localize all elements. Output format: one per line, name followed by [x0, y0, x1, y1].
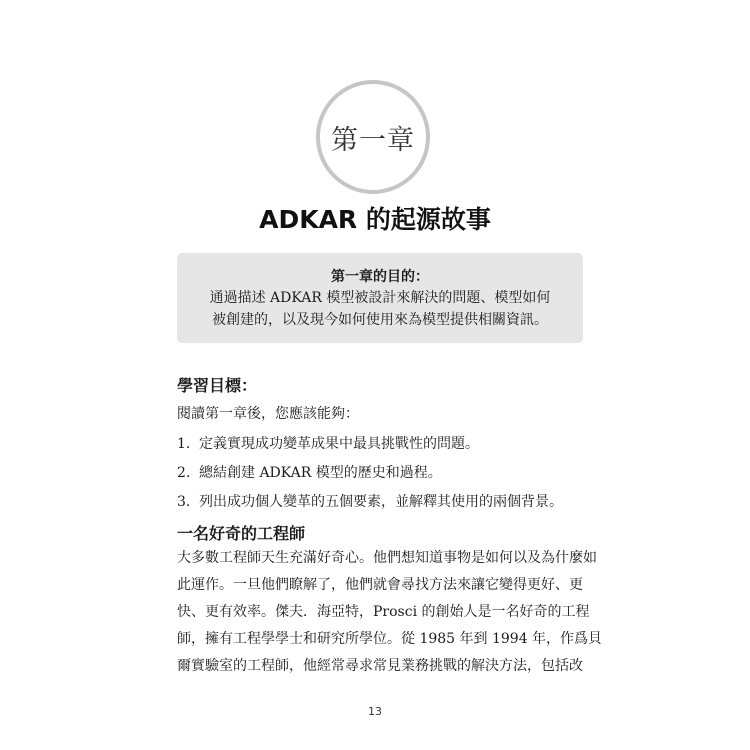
purpose-line: 通過描述 ADKAR 模型被設計來解決的問題、模型如何	[209, 290, 551, 306]
section-heading: 一名好奇的工程師	[177, 524, 306, 543]
body-paragraph	[177, 548, 603, 683]
learning-objectives-intro: 閱讀第一章後，您應該能夠：	[177, 406, 359, 422]
body-line: 快、更有效率。傑夫．海亞特，Prosci 的創始人是一名好奇的工程	[177, 604, 590, 620]
objective-text: 總結創建 ADKAR 模型的歷史和過程。	[199, 465, 442, 481]
chapter-label: 第一章	[331, 124, 415, 156]
body-line: 師，擁有工程學學士和研究所學位。從 1985 年到 1994 年，作爲貝	[177, 631, 603, 647]
learning-objectives-heading: 學習目標：	[177, 376, 258, 395]
objective-text: 列出成功個人變革的五個要素，並解釋其使用的兩個背景。	[199, 494, 563, 510]
objective-text: 定義實現成功變革成果中最具挑戰性的問題。	[199, 436, 479, 452]
purpose-line: 被創建的，以及現今如何使用來為模型提供相關資訊。	[212, 312, 548, 328]
objective-number: 2.	[177, 465, 191, 481]
chapter-title: ADKAR 的起源故事	[259, 205, 491, 234]
chapter-purpose-box	[177, 253, 583, 343]
page-number: 13	[368, 705, 382, 718]
objective-item	[177, 492, 563, 521]
purpose-heading: 第一章的目的：	[331, 269, 429, 285]
chapter-badge	[316, 80, 430, 194]
objective-item	[177, 434, 563, 463]
objective-number: 1.	[177, 436, 191, 452]
body-line: 爾實驗室的工程師，他經常尋求常見業務挑戰的解決方法，包括改	[177, 658, 583, 674]
objective-number: 3.	[177, 494, 191, 510]
body-line: 大多數工程師天生充滿好奇心。他們想知道事物是如何以及為什麼如	[177, 550, 597, 566]
objective-item	[177, 463, 563, 492]
learning-objectives-list	[177, 434, 563, 521]
body-line: 此運作。一旦他們瞭解了，他們就會尋找方法來讓它變得更好、更	[177, 577, 583, 593]
